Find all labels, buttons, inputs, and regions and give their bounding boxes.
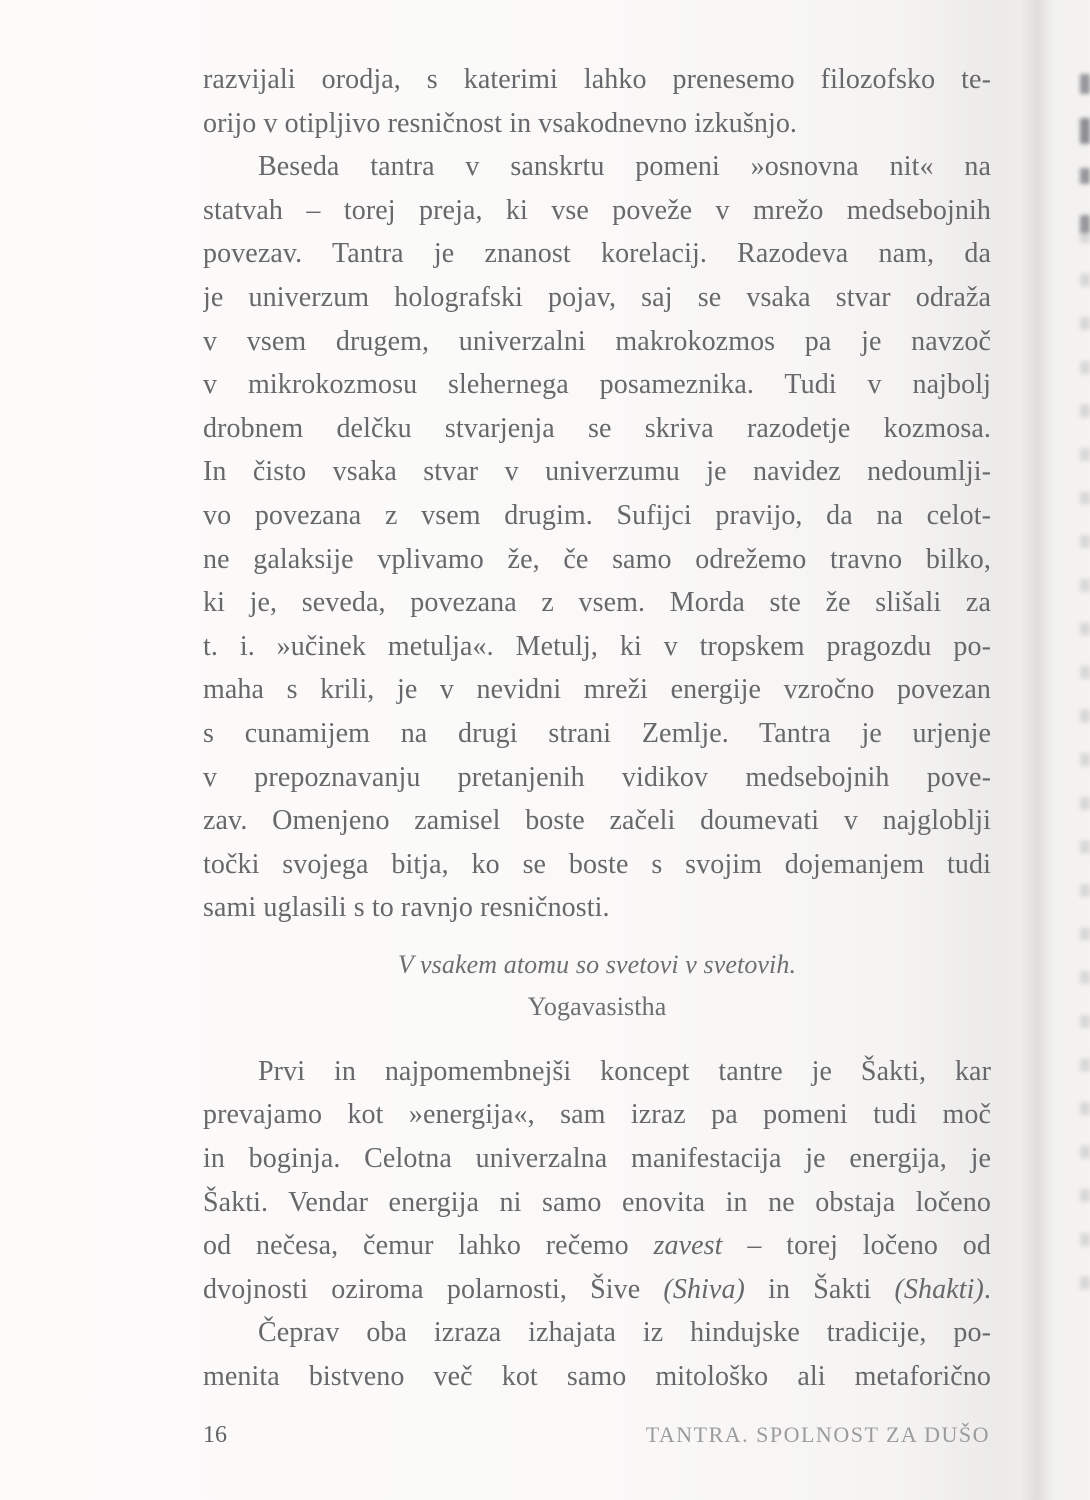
scan-artifact (1080, 118, 1090, 144)
scan-artifact (1080, 168, 1090, 184)
text-line: dvojnosti oziroma polarnosti, Šive (Shiva) in Šakti (Shakti). (203, 1273, 991, 1305)
text-line: zav. Omenjeno zamisel boste začeli doumevati v najgloblji (203, 805, 991, 837)
text-line: sami uglasili s to ravnjo resničnosti. (203, 892, 610, 924)
text-line: in boginja. Celotna univerzalna manifestacija je energija, je (203, 1143, 991, 1175)
text-line: orijo v otipljivo resničnost in vsakodnevno izkušnjo. (203, 107, 798, 139)
paragraph (203, 145, 991, 930)
text-line: menita bistveno več kot samo mitološko ali metaforično (203, 1361, 991, 1393)
verse-quote (203, 944, 991, 1028)
text-line: Čeprav oba izraza izhajata iz hindujske tradicije, po- (258, 1317, 991, 1349)
text-line: vo povezana z vsem drugim. Sufijci pravijo, da na celot- (203, 499, 991, 531)
text-line: razvijali orodja, s katerimi lahko prenesemo filozofsko te- (203, 64, 991, 95)
text-line: ki je, seveda, povezana z vsem. Morda ste že slišali za (203, 587, 991, 619)
page-text-block (203, 58, 991, 1399)
scan-artifact (1080, 74, 1090, 94)
paragraph (203, 58, 991, 145)
page-number: 16 (203, 1422, 227, 1448)
facing-page-text-bleed (1080, 230, 1090, 1320)
text-line: v vsem drugem, univerzalni makrokozmos pa je navzoč (203, 325, 991, 357)
text-line: je univerzum holografski pojav, saj se vsaka stvar odraža (203, 281, 991, 313)
text-line: Yogavasistha (527, 991, 667, 1021)
text-line: v prepoznavanju pretanjenih vidikov medsebojnih pove- (203, 761, 991, 793)
text-line: v mikrokozmosu slehernega posameznika. Tudi v najbolj (203, 369, 991, 401)
text-line: Prvi in najpomembnejši koncept tantre je Šakti, kar (258, 1055, 991, 1087)
text-line: Šakti. Vendar energija ni samo enovita in ne obstaja ločeno (203, 1186, 991, 1218)
text-line: točki svojega bitja, ko se boste s svojim dojemanjem tudi (203, 848, 991, 880)
page-footer (203, 1422, 990, 1449)
text-line: ne galaksije vplivamo že, če samo odrežemo travno bilko, (203, 543, 991, 575)
text-line: s cunamijem na drugi strani Zemlje. Tantra je urjenje (203, 717, 991, 749)
paragraph (203, 1050, 991, 1312)
running-title: TANTRA. SPOLNOST ZA DUŠO (645, 1422, 990, 1447)
text-line: In čisto vsaka stvar v univerzumu je navidez nedoumlji- (203, 456, 991, 488)
paragraph (203, 1311, 991, 1398)
text-line: statvah – torej preja, ki vse poveže v mrežo medsebojnih (203, 194, 991, 226)
page-gutter-shadow (1020, 0, 1054, 1500)
text-line: od nečesa, čemur lahko rečemo zavest – torej ločeno od (203, 1230, 991, 1262)
text-line: V vsakem atomu so svetovi v svetovih. (397, 949, 797, 979)
text-line: povezav. Tantra je znanost korelacij. Razodeva nam, da (203, 238, 991, 270)
scan-artifact (1080, 215, 1090, 233)
text-line: Beseda tantra v sanskrtu pomeni »osnovna nit« na (258, 151, 991, 183)
text-line: drobnem delčku stvarjenja se skriva razodetje kozmosa. (203, 412, 991, 444)
text-line: prevajamo kot »energija«, sam izraz pa pomeni tudi moč (203, 1099, 991, 1131)
text-line: maha s krili, je v nevidni mreži energije vzročno povezan (203, 674, 991, 706)
text-line: t. i. »učinek metulja«. Metulj, ki v tropskem pragozdu po- (203, 630, 991, 662)
